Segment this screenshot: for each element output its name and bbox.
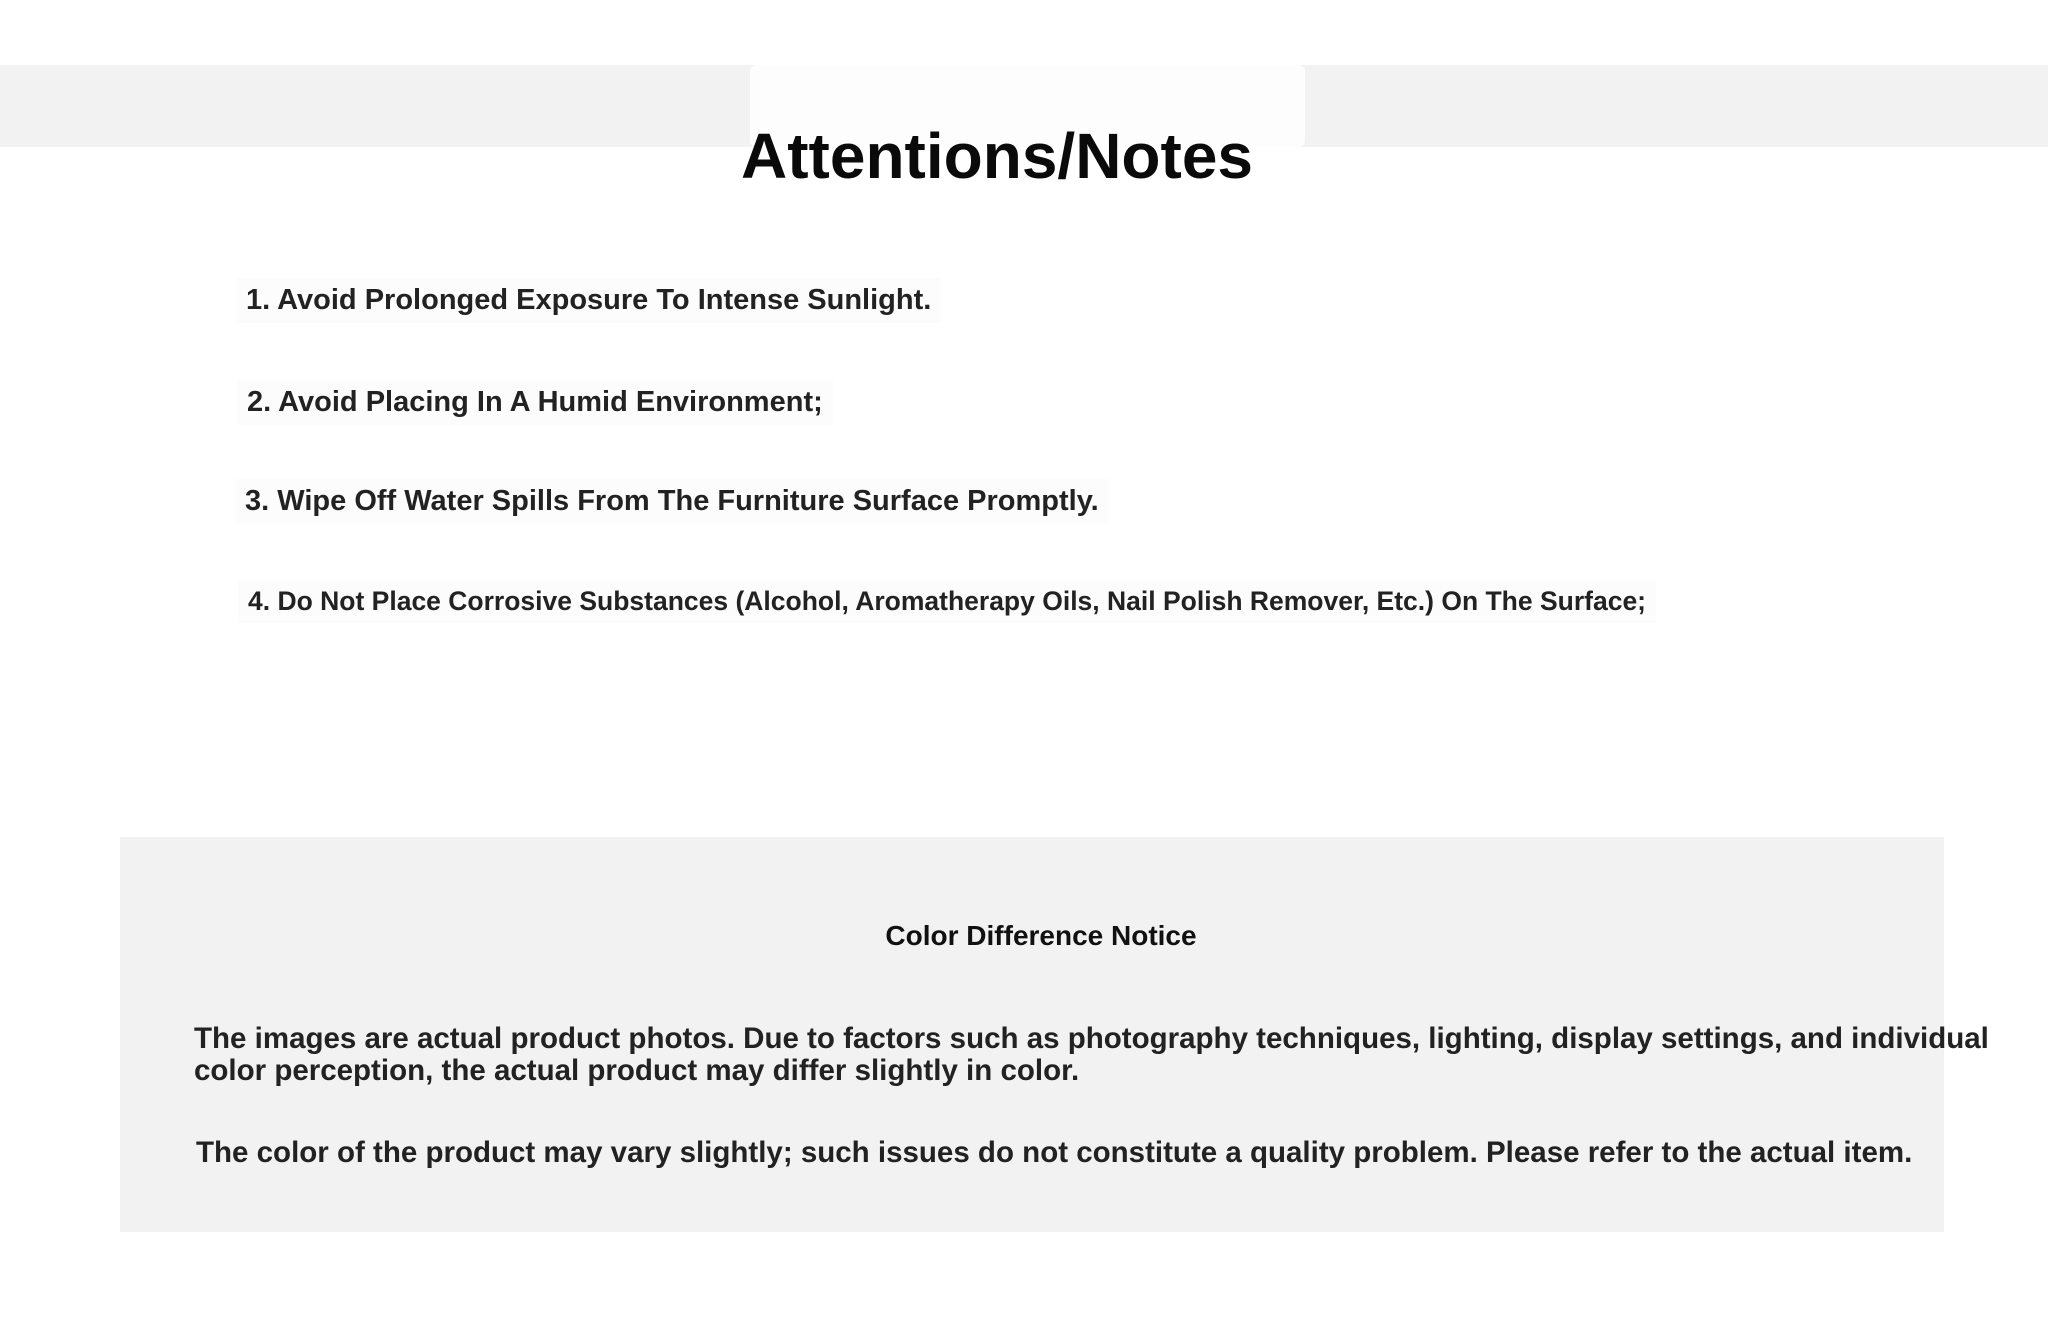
page-title: Attentions/Notes (741, 119, 1253, 192)
color-difference-notice (120, 837, 1989, 1232)
note-item-3: 3. Wipe Off Water Spills From The Furniture Surface Promptly. (235, 479, 1109, 524)
notice-heading: Color Difference Notice (885, 920, 1197, 951)
note-item-2: 2. Avoid Placing In A Humid Environment; (237, 380, 833, 425)
notice-paragraph-1: The images are actual product photos. Due to factors such as photography techniques, lighting, display settings, and individual color perception, the actual product may differ slightly in color. (194, 1022, 1989, 1087)
note-item-4: 4. Do Not Place Corrosive Substances (Alcohol, Aromatherapy Oils, Nail Polish Remover, Etc.) On The Surface; (238, 580, 1656, 623)
notice-paragraph-2: The color of the product may vary slightly; such issues do not constitute a quality problem. Please refer to the actual item. (196, 1136, 1913, 1169)
note-item-1: 1. Avoid Prolonged Exposure To Intense Sunlight. (236, 278, 941, 323)
